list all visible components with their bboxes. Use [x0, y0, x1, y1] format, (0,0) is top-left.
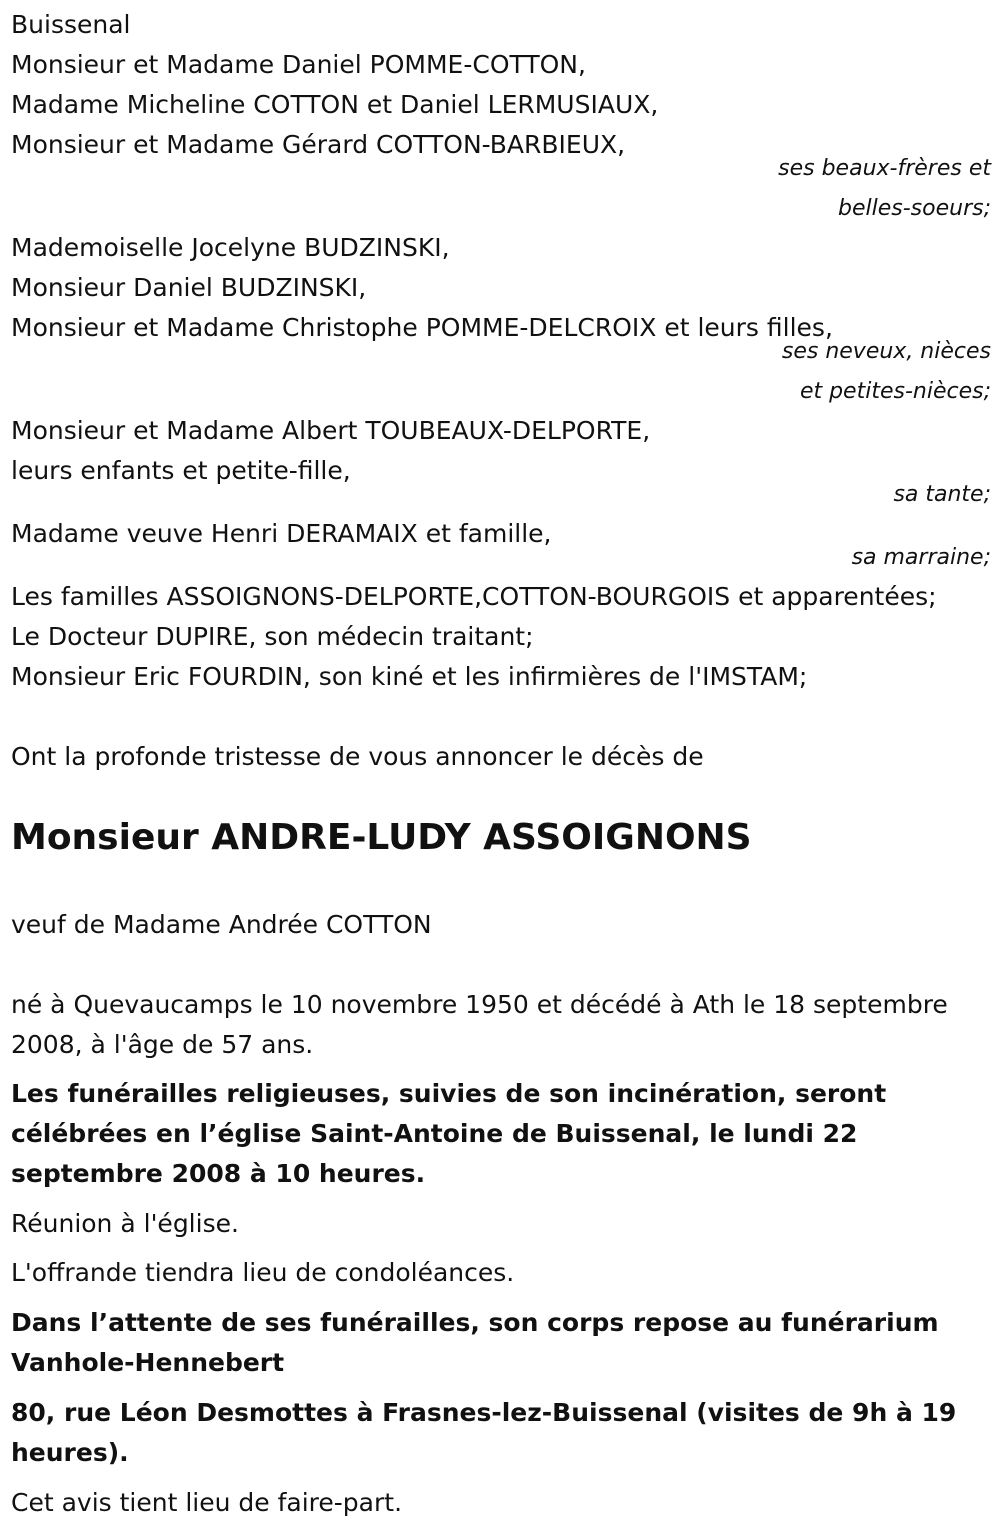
- physio-line: Monsieur Eric FOURDIN, son kiné et les infirmières de l'IMSTAM;: [11, 662, 808, 691]
- in-law-line: Monsieur et Madame Daniel POMME-COTTON,: [11, 50, 586, 79]
- in-laws-role: ses beaux-frères et: [778, 156, 991, 181]
- aunt-line: Monsieur et Madame Albert TOUBEAUX-DELPORTE,: [11, 416, 651, 445]
- nephews-role: et petites-nièces;: [799, 379, 991, 404]
- in-law-line: Madame Micheline COTTON et Daniel LERMUSIAUX,: [11, 90, 659, 119]
- widower-line: veuf de Madame Andrée COTTON: [11, 910, 432, 939]
- offering-line: L'offrande tiendra lieu de condoléances.: [11, 1258, 515, 1287]
- location-line: Buissenal: [11, 10, 131, 39]
- godmother-role: sa marraine;: [851, 545, 991, 570]
- nephews-role: ses neveux, nièces: [781, 339, 991, 364]
- meeting-line: Réunion à l'église.: [11, 1209, 239, 1238]
- families-line: Les familles ASSOIGNONS-DELPORTE,COTTON-BOURGOIS et apparentées;: [11, 582, 937, 611]
- doctor-line: Le Docteur DUPIRE, son médecin traitant;: [11, 622, 534, 651]
- funeral-ceremony: Les funérailles religieuses, suivies de son incinération, seront célébrées en l’église Saint-Antoine de Buissenal, le lundi 22 septembre 2008 à 10 heures.: [11, 1079, 887, 1188]
- funerarium-address: 80, rue Léon Desmottes à Frasnes-lez-Buissenal (visites de 9h à 19 heures).: [11, 1398, 957, 1467]
- aunt-line: leurs enfants et petite-fille,: [11, 456, 351, 485]
- in-laws-role: belles-soeurs;: [838, 196, 991, 221]
- birth-death-paragraph: né à Quevaucamps le 10 novembre 1950 et décédé à Ath le 18 septembre 2008, à l'âge de 57 ans.: [11, 990, 948, 1059]
- nephew-line: Monsieur et Madame Christophe POMME-DELCROIX et leurs filles,: [11, 313, 833, 342]
- in-law-line: Monsieur et Madame Gérard COTTON-BARBIEUX,: [11, 130, 626, 159]
- nephew-line: Monsieur Daniel BUDZINSKI,: [11, 273, 367, 302]
- notice-line: Cet avis tient lieu de faire-part.: [11, 1488, 403, 1517]
- rest-place: Dans l’attente de ses funérailles, son corps repose au funérarium Vanhole-Hennebert: [11, 1308, 939, 1377]
- deceased-name: Monsieur ANDRE-LUDY ASSOIGNONS: [11, 817, 752, 858]
- godmother-line: Madame veuve Henri DERAMAIX et famille,: [11, 519, 552, 548]
- announcement-intro: Ont la profonde tristesse de vous annoncer le décès de: [11, 742, 704, 771]
- nephew-line: Mademoiselle Jocelyne BUDZINSKI,: [11, 233, 450, 262]
- aunt-role: sa tante;: [893, 482, 991, 507]
